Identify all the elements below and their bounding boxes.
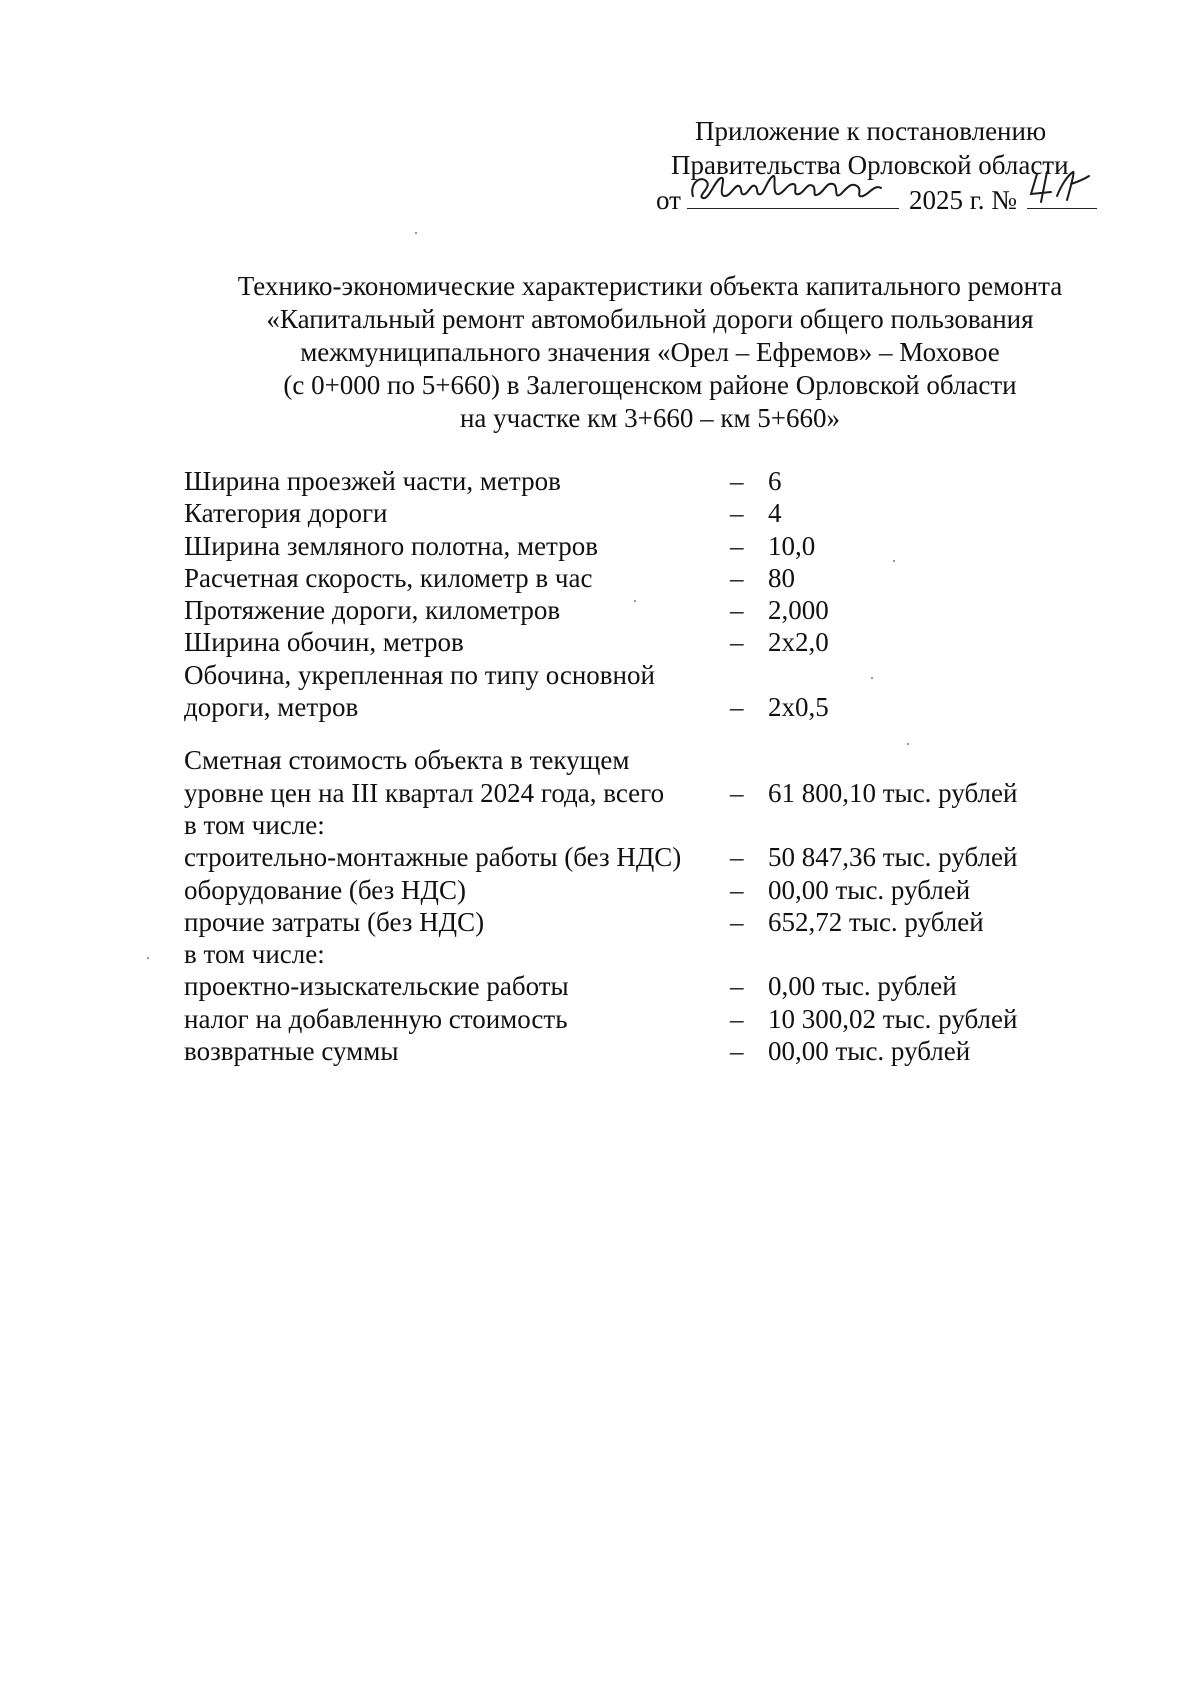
spec-dash: –: [730, 692, 744, 723]
including-label-row: [184, 809, 1084, 841]
spec-row: [184, 659, 1084, 724]
cost-dash: –: [730, 777, 744, 808]
spec-row: [184, 626, 1084, 658]
scan-speck: [147, 957, 149, 959]
appendix-date-line: [656, 180, 1097, 217]
cost-dash: –: [730, 1036, 744, 1067]
scan-speck: [415, 232, 417, 234]
scan-speck: [871, 677, 873, 679]
scan-speck: [893, 560, 895, 562]
spec-value: 10,0: [768, 530, 816, 561]
spec-value: 4: [768, 498, 782, 529]
handwritten-date-signature: [687, 166, 899, 206]
spec-label: Ширина проезжей части, метров: [184, 466, 561, 496]
cost-label: оборудование (без НДС): [184, 874, 466, 905]
handwritten-number: [1027, 180, 1097, 209]
spec-dash: –: [730, 595, 744, 626]
title-line-4: (с 0+000 по 5+660) в Залегощенском районе Орловской области: [283, 370, 1017, 400]
scan-speck: [907, 743, 909, 745]
spec-row: [184, 562, 1084, 594]
spec-label: Категория дороги: [184, 498, 388, 529]
cost-value: 0,00 тыс. рублей: [768, 971, 957, 1002]
spec-dash: –: [730, 562, 744, 593]
cost-value: 50 847,36 тыс. рублей: [768, 842, 1018, 873]
appendix-line-2: Правительства Орловской области: [671, 150, 1069, 180]
cost-row: [184, 970, 1084, 1002]
cost-value: 00,00 тыс. рублей: [768, 1036, 971, 1067]
spec-value: 2х0,5: [768, 692, 829, 723]
cost-row: [184, 906, 1084, 938]
cost-dash: –: [730, 906, 744, 937]
including-label: в том числе:: [184, 809, 325, 840]
spec-row: [184, 530, 1084, 562]
cost-value: 00,00 тыс. рублей: [768, 874, 971, 905]
including-label-row: [184, 938, 1084, 970]
cost-dash: –: [730, 874, 744, 905]
cost-total-label-line-2: уровне цен на III квартал 2024 года, всего: [184, 777, 665, 808]
cost-row: [184, 1035, 1084, 1067]
cost-label: прочие затраты (без НДС): [184, 906, 485, 937]
section-gap: [184, 723, 1084, 744]
cost-dash: –: [730, 842, 744, 873]
title-line-2: «Капитальный ремонт автомобильной дороги общего пользования: [266, 304, 1034, 334]
appendix-year-label: 2025 г. №: [908, 185, 1017, 215]
spec-row: [184, 497, 1084, 529]
including-label: в том числе:: [184, 939, 325, 970]
spec-value: 2х2,0: [768, 627, 829, 658]
cost-label: возвратные суммы: [184, 1036, 399, 1067]
cost-row: [184, 874, 1084, 906]
title-line-3: межмуниципального значения «Орел – Ефремов» – Моховое: [300, 337, 1000, 367]
cost-total-row: [184, 744, 1084, 809]
spec-row: [184, 465, 1084, 497]
appendix-line-1: Приложение к постановлению: [695, 116, 1047, 146]
cost-total-label: [184, 744, 730, 809]
cost-label: проектно-изыскательские работы: [184, 971, 569, 1002]
cost-value: 10 300,02 тыс. рублей: [768, 1003, 1018, 1034]
cost-row: [184, 1003, 1084, 1035]
spec-value: 2,000: [768, 595, 829, 626]
cost-value: 652,72 тыс. рублей: [768, 906, 984, 937]
spec-label-line-1: Обочина, укрепленная по типу основной: [184, 659, 655, 690]
appendix-prefix: от: [656, 185, 681, 215]
title-line-5: на участке км 3+660 – км 5+660»: [459, 403, 841, 433]
spec-label: Ширина обочин, метров: [184, 627, 464, 658]
spec-label-line-2: дороги, метров: [184, 692, 359, 723]
handwritten-date: [687, 180, 899, 209]
spec-label: Расчетная скорость, километр в час: [184, 562, 593, 593]
cost-label: налог на добавленную стоимость: [184, 1003, 568, 1034]
cost-dash: –: [730, 1003, 744, 1034]
spec-label: Ширина земляного полотна, метров: [184, 530, 598, 561]
spec-label: [184, 659, 730, 724]
spec-label: Протяжение дороги, километров: [184, 595, 561, 626]
handwritten-number-signature: [1027, 166, 1097, 206]
spec-dash: –: [730, 498, 744, 529]
cost-row: [184, 841, 1084, 873]
spec-dash: –: [730, 466, 744, 496]
spec-dash: –: [730, 530, 744, 561]
cost-label: строительно-монтажные работы (без НДС): [184, 842, 682, 873]
cost-dash: –: [730, 971, 744, 1002]
spec-dash: –: [730, 627, 744, 658]
cost-total-label-line-1: Сметная стоимость объекта в текущем: [184, 745, 630, 776]
characteristics-list: [184, 465, 1084, 1067]
cost-total-value: 61 800,10 тыс. рублей: [768, 777, 1018, 808]
scan-speck: [634, 600, 636, 602]
title-line-1: Технико-экономические характеристики объекта капитального ремонта: [237, 271, 1063, 301]
spec-value: 6: [768, 466, 782, 496]
spec-value: 80: [768, 562, 795, 593]
document-title: [0, 270, 1200, 435]
